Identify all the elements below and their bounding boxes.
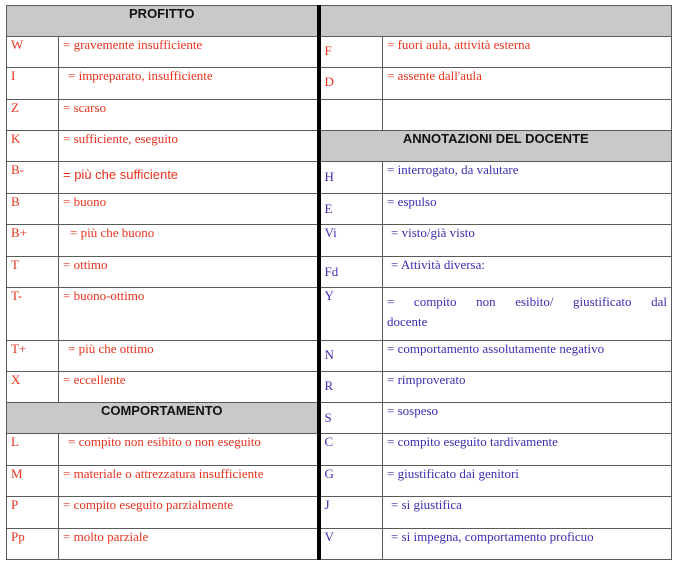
- profitto-desc: = più che sufficiente: [59, 162, 319, 194]
- profitto-code: W: [7, 37, 59, 68]
- altre-code: D: [319, 68, 383, 100]
- profitto-desc: = scarso: [59, 100, 319, 131]
- table-row: [7, 225, 672, 257]
- table-row: [7, 372, 672, 403]
- annotazioni-desc: = giustificato dai genitori: [383, 466, 672, 497]
- table-row: [7, 194, 672, 225]
- annotazioni-desc: = sospeso: [383, 403, 672, 434]
- table-row: [7, 529, 672, 560]
- altre-desc: = fuori aula, attività esterna: [383, 37, 672, 68]
- annotazioni-code: Y: [319, 288, 383, 341]
- annotazioni-code: Vi: [319, 225, 383, 257]
- annotazioni-desc: = interrogato, da valutare: [383, 162, 672, 194]
- profitto-desc: = più che buono: [59, 225, 319, 257]
- table-row: [7, 403, 672, 434]
- comportamento-code: M: [7, 466, 59, 497]
- profitto-code: I: [7, 68, 59, 100]
- annotazioni-desc-cell: [383, 288, 672, 341]
- annotazioni-desc: = Attività diversa:: [383, 257, 672, 288]
- profitto-code: T+: [7, 341, 59, 372]
- table-row: [7, 100, 672, 131]
- comportamento-code: L: [7, 434, 59, 466]
- annotazioni-desc: = compito eseguito tardivamente: [383, 434, 672, 466]
- table-row: [7, 68, 672, 100]
- table-row: [7, 162, 672, 194]
- annotazioni-code: E: [319, 194, 383, 225]
- comportamento-header: COMPORTAMENTO: [7, 403, 319, 434]
- profitto-desc: = gravemente insufficiente: [59, 37, 319, 68]
- table-row: [7, 497, 672, 529]
- profitto-desc: = buono: [59, 194, 319, 225]
- altre-code: F: [319, 37, 383, 68]
- annotazioni-desc: = si impegna, comportamento proficuo: [383, 529, 672, 560]
- comportamento-desc: = molto parziale: [59, 529, 319, 560]
- annotazioni-code: Fd: [319, 257, 383, 288]
- annotazioni-desc: = visto/già visto: [383, 225, 672, 257]
- profitto-desc: = eccellente: [59, 372, 319, 403]
- comportamento-desc: = compito eseguito parzialmente: [59, 497, 319, 529]
- annotazioni-code: G: [319, 466, 383, 497]
- annotazioni-desc-continued: docente: [387, 314, 428, 329]
- profitto-code: K: [7, 131, 59, 162]
- empty-cell: [383, 100, 672, 131]
- annotazioni-desc: = espulso: [383, 194, 672, 225]
- profitto-desc: = buono-ottimo: [59, 288, 319, 341]
- legend-table: [6, 5, 672, 560]
- annotazioni-desc: = rimproverato: [383, 372, 672, 403]
- annotazioni-code: S: [319, 403, 383, 434]
- profitto-code: T-: [7, 288, 59, 341]
- blank-header: [319, 6, 672, 37]
- profitto-code: B-: [7, 162, 59, 194]
- comportamento-code: Pp: [7, 529, 59, 560]
- annotazioni-code: R: [319, 372, 383, 403]
- altre-desc: = assente dall'aula: [383, 68, 672, 100]
- table-row: [7, 6, 672, 37]
- table-row: [7, 257, 672, 288]
- table-row: [7, 131, 672, 162]
- table-row: [7, 341, 672, 372]
- comportamento-desc: = materiale o attrezzatura insufficiente: [59, 466, 319, 497]
- annotazioni-code: H: [319, 162, 383, 194]
- annotazioni-desc: = si giustifica: [383, 497, 672, 529]
- profitto-code: B: [7, 194, 59, 225]
- table-row: [7, 434, 672, 466]
- annotazioni-code: J: [319, 497, 383, 529]
- profitto-code: Z: [7, 100, 59, 131]
- annotazioni-desc: = compito non esibito/ giustificato dal: [387, 294, 668, 309]
- table-row: [7, 37, 672, 68]
- profitto-desc: = sufficiente, eseguito: [59, 131, 319, 162]
- profitto-code: X: [7, 372, 59, 403]
- annotazioni-header: ANNOTAZIONI DEL DOCENTE: [319, 131, 672, 162]
- table-row: [7, 466, 672, 497]
- profitto-header: PROFITTO: [7, 6, 319, 37]
- annotazioni-code: N: [319, 341, 383, 372]
- profitto-code: B+: [7, 225, 59, 257]
- profitto-desc: = ottimo: [59, 257, 319, 288]
- comportamento-code: P: [7, 497, 59, 529]
- profitto-desc: = più che ottimo: [59, 341, 319, 372]
- profitto-desc: = impreparato, insufficiente: [59, 68, 319, 100]
- annotazioni-desc: = comportamento assolutamente negativo: [383, 341, 672, 372]
- annotazioni-code: C: [319, 434, 383, 466]
- comportamento-desc: = compito non esibito o non eseguito: [59, 434, 319, 466]
- table-row: [7, 288, 672, 341]
- profitto-code: T: [7, 257, 59, 288]
- annotazioni-code: V: [319, 529, 383, 560]
- empty-cell: [319, 100, 383, 131]
